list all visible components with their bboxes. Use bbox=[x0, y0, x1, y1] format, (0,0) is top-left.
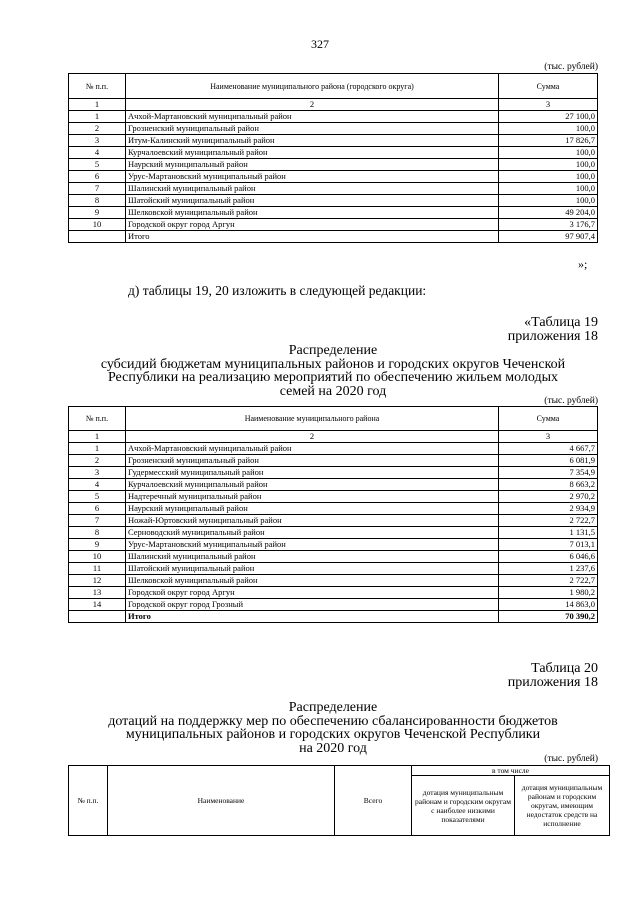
table3 bbox=[68, 765, 610, 836]
table-index-row bbox=[69, 431, 598, 443]
table19-heading-line1: Распределение bbox=[288, 343, 378, 358]
row-number: 4 bbox=[69, 147, 126, 159]
row-sum: 2 722,7 bbox=[499, 575, 598, 587]
table2-body bbox=[69, 431, 598, 623]
total-row bbox=[69, 611, 598, 623]
row-name: Серноводский муниципальный район bbox=[126, 527, 499, 539]
row-name: Городской округ город Грозный bbox=[126, 599, 499, 611]
row-number: 10 bbox=[69, 219, 126, 231]
row-number: 6 bbox=[69, 171, 126, 183]
table-row bbox=[69, 443, 598, 455]
row-sum: 7 013,1 bbox=[499, 539, 598, 551]
row-name: Итум-Калинский муниципальный район bbox=[126, 135, 499, 147]
table-row bbox=[69, 147, 598, 159]
table19-heading bbox=[68, 344, 598, 398]
table3-header-name: Наименование bbox=[108, 766, 335, 836]
table-row bbox=[69, 195, 598, 207]
row-name: Грозненский муниципальный район bbox=[126, 123, 499, 135]
table-row bbox=[69, 111, 598, 123]
row-number: 12 bbox=[69, 575, 126, 587]
table-row bbox=[69, 219, 598, 231]
table1-header-sum: Сумма bbox=[499, 74, 598, 99]
table20-heading-line2: дотаций на поддержку мер по обеспечению сбалансированности бюджетов bbox=[108, 713, 558, 729]
row-sum: 27 100,0 bbox=[499, 111, 598, 123]
row-name: Шалинский муниципальный район bbox=[126, 183, 499, 195]
table2-header-num: № п.п. bbox=[69, 407, 126, 431]
row-sum: 6 046,6 bbox=[499, 551, 598, 563]
row-name: Ачхой-Мартановский муниципальный район bbox=[126, 443, 499, 455]
row-sum: 100,0 bbox=[499, 123, 598, 135]
index-cell: 2 bbox=[126, 99, 499, 111]
table2 bbox=[68, 406, 598, 623]
row-name: Городской округ город Аргун bbox=[126, 219, 499, 231]
table-row bbox=[69, 563, 598, 575]
table2-header-name: Наименование муниципального района bbox=[126, 407, 499, 431]
row-name: Наурский муниципальный район bbox=[126, 159, 499, 171]
row-name: Шатойский муниципальный район bbox=[126, 195, 499, 207]
table-row bbox=[69, 123, 598, 135]
row-name: Курчалоевский муниципальный район bbox=[126, 147, 499, 159]
row-sum: 2 934,9 bbox=[499, 503, 598, 515]
row-sum: 100,0 bbox=[499, 195, 598, 207]
index-cell: 2 bbox=[126, 431, 499, 443]
table19-heading-line4: семей на 2020 год bbox=[279, 383, 387, 399]
row-sum: 3 176,7 bbox=[499, 219, 598, 231]
table3-header-including: в том числе bbox=[412, 766, 610, 776]
index-cell: 3 bbox=[499, 431, 598, 443]
table-row bbox=[69, 599, 598, 611]
row-number: 8 bbox=[69, 527, 126, 539]
table3-units: (тыс. рублей) bbox=[544, 754, 598, 764]
row-name: Грозненский муниципальный район bbox=[126, 455, 499, 467]
table3-header-total: Всего bbox=[335, 766, 412, 836]
table1-units: (тыс. рублей) bbox=[544, 62, 598, 72]
table19-caption-line1: «Таблица 19 bbox=[524, 315, 598, 330]
table-index-row bbox=[69, 99, 598, 111]
table19-caption-line2: приложения 18 bbox=[507, 329, 598, 344]
table20-heading-line4: на 2020 год bbox=[299, 740, 367, 756]
row-sum: 14 863,0 bbox=[499, 599, 598, 611]
row-number: 1 bbox=[69, 111, 126, 123]
row-number: 6 bbox=[69, 503, 126, 515]
row-number: 8 bbox=[69, 195, 126, 207]
table-row bbox=[69, 159, 598, 171]
row-number: 10 bbox=[69, 551, 126, 563]
row-sum: 8 663,2 bbox=[499, 479, 598, 491]
table-row bbox=[69, 491, 598, 503]
row-number: 4 bbox=[69, 479, 126, 491]
row-number: 11 bbox=[69, 563, 126, 575]
row-number: 9 bbox=[69, 207, 126, 219]
table1 bbox=[68, 73, 598, 243]
row-number: 2 bbox=[69, 455, 126, 467]
table2-units: (тыс. рублей) bbox=[544, 396, 598, 406]
amendment-paragraph: д) таблицы 19, 20 изложить в следующей редакции: bbox=[128, 283, 427, 298]
total-value: 70 390,2 bbox=[499, 611, 598, 623]
row-number: 7 bbox=[69, 183, 126, 195]
table20-caption-line2: приложения 18 bbox=[507, 675, 598, 690]
table19-heading-line3: Республики на реализацию мероприятий по обеспечению жильем молодых bbox=[107, 370, 559, 385]
row-number: 13 bbox=[69, 587, 126, 599]
table-row bbox=[69, 479, 598, 491]
row-sum: 2 970,2 bbox=[499, 491, 598, 503]
row-sum: 2 722,7 bbox=[499, 515, 598, 527]
closing-mark: »; bbox=[578, 257, 588, 271]
row-number: 1 bbox=[69, 443, 126, 455]
row-name: Ножай-Юртовский муниципальный район bbox=[126, 515, 499, 527]
index-cell: 3 bbox=[499, 99, 598, 111]
row-sum: 100,0 bbox=[499, 183, 598, 195]
table3-header-num: № п.п. bbox=[69, 766, 108, 836]
total-value: 97 907,4 bbox=[499, 231, 598, 243]
row-name: Надтеречный муниципальный район bbox=[126, 491, 499, 503]
row-number: 9 bbox=[69, 539, 126, 551]
row-name: Ачхой-Мартановский муниципальный район bbox=[126, 111, 499, 123]
index-cell: 1 bbox=[69, 99, 126, 111]
row-number: 7 bbox=[69, 515, 126, 527]
table-row bbox=[69, 575, 598, 587]
table19-heading-line2: субсидий бюджетам муниципальных районов и городских округов Чеченской bbox=[100, 356, 566, 372]
table19-caption bbox=[400, 316, 598, 344]
table-row bbox=[69, 467, 598, 479]
table1-header-num: № п.п. bbox=[69, 74, 126, 99]
row-name: Шелковской муниципальный район bbox=[126, 207, 499, 219]
table-row bbox=[69, 515, 598, 527]
row-name: Гудермесский муниципальный район bbox=[126, 467, 499, 479]
table20-caption bbox=[400, 662, 598, 690]
total-label: Итого bbox=[126, 611, 499, 623]
row-sum: 1 131,5 bbox=[499, 527, 598, 539]
blank-cell bbox=[69, 611, 126, 623]
row-sum: 49 204,0 bbox=[499, 207, 598, 219]
row-name: Городской округ город Аргун bbox=[126, 587, 499, 599]
table-row bbox=[69, 135, 598, 147]
table-row bbox=[69, 527, 598, 539]
table20-heading-line1: Распределение bbox=[288, 700, 378, 715]
page-number: 327 bbox=[311, 37, 329, 51]
row-name: Курчалоевский муниципальный район bbox=[126, 479, 499, 491]
table-row bbox=[69, 503, 598, 515]
row-sum: 7 354,9 bbox=[499, 467, 598, 479]
row-sum: 6 081,9 bbox=[499, 455, 598, 467]
table-row bbox=[69, 587, 598, 599]
table20-heading bbox=[68, 701, 598, 755]
total-row bbox=[69, 231, 598, 243]
row-sum: 1 980,2 bbox=[499, 587, 598, 599]
row-sum: 1 237,6 bbox=[499, 563, 598, 575]
table-row bbox=[69, 183, 598, 195]
row-sum: 100,0 bbox=[499, 159, 598, 171]
table1-header-name: Наименование муниципального района (городского округа) bbox=[126, 74, 499, 99]
row-name: Наурский муниципальный район bbox=[126, 503, 499, 515]
table20-caption-line1: Таблица 20 bbox=[531, 661, 598, 676]
row-sum: 100,0 bbox=[499, 147, 598, 159]
row-number: 5 bbox=[69, 159, 126, 171]
row-number: 5 bbox=[69, 491, 126, 503]
row-number: 3 bbox=[69, 467, 126, 479]
row-number: 14 bbox=[69, 599, 126, 611]
row-number: 2 bbox=[69, 123, 126, 135]
table-row bbox=[69, 455, 598, 467]
table3-header-sub1: дотация муниципальным районам и городским округам с наиболее низкими показателями bbox=[412, 776, 515, 836]
row-sum: 17 826,7 bbox=[499, 135, 598, 147]
row-name: Шелковской муниципальный район bbox=[126, 575, 499, 587]
row-name: Урус-Мартановский муниципальный район bbox=[126, 539, 499, 551]
blank-cell bbox=[69, 231, 126, 243]
row-number: 3 bbox=[69, 135, 126, 147]
row-name: Шалинский муниципальный район bbox=[126, 551, 499, 563]
row-sum: 4 667,7 bbox=[499, 443, 598, 455]
row-name: Шатойский муниципальный район bbox=[126, 563, 499, 575]
total-label: Итого bbox=[126, 231, 499, 243]
table-row bbox=[69, 551, 598, 563]
table2-header-sum: Сумма bbox=[499, 407, 598, 431]
table20-heading-line3: муниципальных районов и городских округов Чеченской Республики bbox=[125, 727, 541, 742]
table3-header-sub2: дотация муниципальным районам и городским округам, имеющим недостаток средств на исполнение bbox=[515, 776, 610, 836]
table-row bbox=[69, 207, 598, 219]
row-name: Урус-Мартановский муниципальный район bbox=[126, 171, 499, 183]
row-sum: 100,0 bbox=[499, 171, 598, 183]
index-cell: 1 bbox=[69, 431, 126, 443]
table1-body bbox=[69, 99, 598, 243]
table-row bbox=[69, 171, 598, 183]
table-row bbox=[69, 539, 598, 551]
